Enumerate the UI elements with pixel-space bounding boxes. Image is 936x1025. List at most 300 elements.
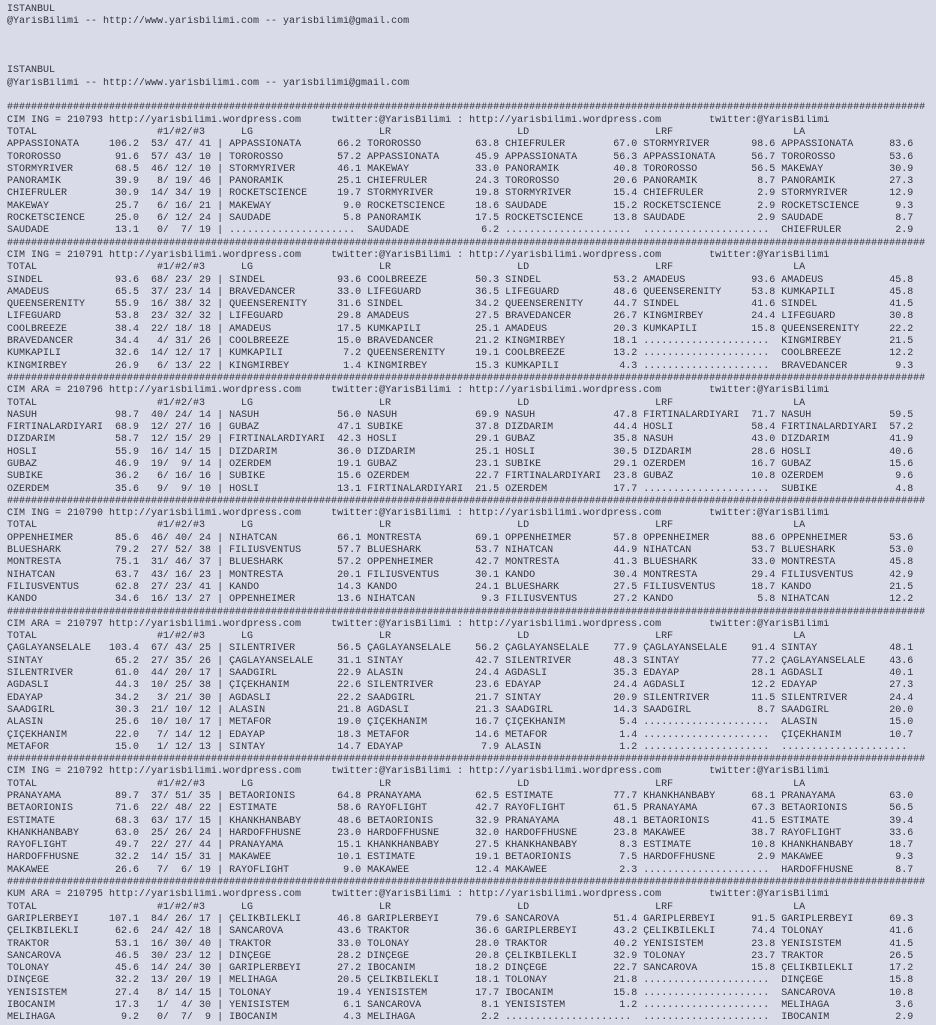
horse-name: YENISISTEM [643,938,746,950]
stat-value: 39.4 [883,815,920,827]
horse-name: KINGMIRBEY [505,336,608,348]
column-divider: | [211,151,230,163]
column-divider: | [211,975,230,987]
horse-name: ÇELIKBILEKLI [643,926,746,938]
column-divider: | [211,680,230,692]
stat-value: 47.1 [331,422,368,434]
horse-name: MONTRESTA [643,569,746,581]
stat-value: 4.3 [607,360,644,372]
total-value: 93.6 [109,274,140,286]
stat-value: 57.2 [883,422,920,434]
stat-value: 13.1 [331,483,368,495]
horse-name: MAKAWEE [643,827,746,839]
horse-name: DIZDARIM [643,446,746,458]
horse-name: SINTAY [505,692,608,704]
total-value: 9.2 [109,1012,140,1024]
table-row [7,410,936,422]
table-row [7,336,936,348]
stat-value: 27.3 [883,176,920,188]
stat-value: 19.1 [469,852,506,864]
horse-name: MAKAWEE [7,864,110,876]
horse-name: SAUDADE [367,225,470,237]
table-row [7,988,936,1000]
stat-value: 19.1 [331,458,368,470]
table-row [7,447,936,459]
race-section [7,877,936,1025]
horse-name: QUEENSERENITY [643,286,746,298]
stat-value: 28.2 [331,950,368,962]
no-data-dots: ..................... [643,864,782,876]
total-value: 27.4 [109,987,140,999]
table-row [7,840,936,852]
horse-name: SINTAY [367,655,470,667]
column-divider: | [211,286,230,298]
twitter-handle: twitter:@YarisBilimi [709,889,830,901]
stat-value: 24.4 [469,668,506,680]
horse-name: TRAKTÖR [505,938,608,950]
stat-value: 8.7 [883,864,920,876]
column-header-line: TOTAL #1/#2/#3 LG LR LD LRF LA [7,262,806,274]
horse-name: METAFOR [367,729,470,741]
stat-value: 14.3 [607,704,644,716]
stat-value: 33.0 [331,286,368,298]
wordpress-url: http://yarisbilimi.wordpress.com [469,508,662,520]
stat-value: 12.2 [745,680,782,692]
horse-name: APPASSIONATA [643,151,746,163]
stat-value: 20.5 [331,975,368,987]
stat-value: 27.2 [331,963,368,975]
twitter-handle: twitter:@YarisBilimi [709,766,830,778]
stat-value: 2.2 [469,1012,506,1024]
stat-value: 18.6 [469,200,506,212]
total-value: 46.5 [109,950,140,962]
section-header-line [7,619,936,631]
horse-name: YENISISTEM [229,1000,332,1012]
column-divider: | [211,348,230,360]
horse-name: MAKEWAY [229,200,332,212]
stat-value: 67.3 [745,803,782,815]
place-counts: 25/ 26/ 24 [139,827,212,839]
table-row [7,668,936,680]
stat-value: 20.9 [607,692,644,704]
total-value: 61.0 [109,668,140,680]
column-divider: | [211,1012,230,1024]
stat-value: 44.4 [607,422,644,434]
twitter-handle: twitter:@YarisBilimi [331,618,452,630]
stat-value: 28.6 [745,446,782,458]
stat-value: 30.4 [607,569,644,581]
horse-name: QUEENSERENITY [7,299,110,311]
column-divider: | [211,409,230,421]
horse-name: ÇAGLAYANSELALE [229,655,332,667]
horse-name: NASUH [229,409,332,421]
stat-value: 59.5 [883,409,920,421]
horse-name: GARIPLERBEYI [781,913,884,925]
stat-value: 24.3 [469,176,506,188]
stat-value: 15.8 [745,323,782,335]
stat-value: 42.9 [883,569,920,581]
horse-name: TOROROSSO [367,139,470,151]
stat-value: 20.1 [331,569,368,581]
horse-name: PANORAMIK [505,163,608,175]
column-divider: | [211,643,230,655]
horse-name: TOROROSSO [229,151,332,163]
horse-name: METAFOR [505,729,608,741]
table-row [7,975,936,987]
horse-name: SAADGIRL [7,704,110,716]
stat-value: 43.2 [607,926,644,938]
column-divider: | [211,274,230,286]
horse-name: MAKAWEE [505,864,608,876]
gap [301,508,331,519]
stat-value: 56.3 [607,151,644,163]
horse-name: SILENTRIVER [229,643,332,655]
place-counts: 13/ 20/ 19 [139,975,212,987]
stat-value: 42.7 [469,803,506,815]
horse-name: ÇIÇEKHANIM [229,680,332,692]
horse-name: HARDOFFHÜSNE [505,827,608,839]
horse-name: OPPENHEIMER [367,557,470,569]
column-divider: | [211,163,230,175]
total-value: 36.2 [109,471,140,483]
table-row [7,434,936,446]
stat-value: 41.5 [883,938,920,950]
horse-name: KANDO [781,581,884,593]
horse-name: ESTIMATE [367,852,470,864]
stat-value: 61.5 [607,803,644,815]
horse-name: SUBIKE [229,471,332,483]
horse-name: BETAORIONIS [781,803,884,815]
horse-name: BETAORIONIS [7,803,110,815]
stat-value: 26.5 [883,950,920,962]
place-counts: 1/ 4/ 30 [139,1000,212,1012]
letterhead [7,65,936,90]
horse-name: GUBAZ [505,434,608,446]
column-divider: | [211,188,230,200]
stat-value: 21.5 [883,336,920,348]
total-value: 34.2 [109,692,140,704]
stat-value: 51.4 [607,913,644,925]
twitter-handle: twitter:@YarisBilimi [331,766,452,778]
wordpress-url: http://yarisbilimi.wordpress.com [109,618,302,630]
total-value: 13.1 [109,225,140,237]
total-value: 34.4 [109,336,140,348]
wordpress-url: http://yarisbilimi.wordpress.com [469,618,662,630]
horse-name: TOROROSSO [7,151,110,163]
stat-value: 36.6 [469,926,506,938]
total-value: 45.6 [109,963,140,975]
horse-name: ÖZERDEM [505,483,608,495]
stat-value: 56.5 [745,163,782,175]
stat-value: 2.9 [745,200,782,212]
place-counts: 9/ 9/ 10 [139,483,212,495]
stat-value: 21.8 [331,704,368,716]
letterhead-contact: @YarisBilimi -- http://www.yarisbilimi.com -- yarisbilimi@gmail.com [7,16,410,28]
blank-line [7,53,936,65]
horse-name: ÇAGLAYANSELALE [781,655,884,667]
stat-value: 40.1 [883,668,920,680]
horse-name: SILENTRIVER [7,668,110,680]
race-section [7,102,936,237]
horse-name: NIHATCAN [781,594,884,606]
horse-name: KHANKHANBABY [781,840,884,852]
letterhead-city: ISTANBUL [7,65,56,77]
stat-value: 20.8 [469,950,506,962]
horse-name: GARIPLERBEYI [643,913,746,925]
horse-name: COOLBREEZE [229,336,332,348]
gap [301,766,331,777]
race-section [7,607,936,755]
no-data-dots: ..................... [781,741,920,753]
stat-value: 21.7 [469,692,506,704]
no-data-dots: ..................... [643,975,782,987]
horse-name: SAUDADE [229,213,332,225]
stat-value: 57.8 [607,532,644,544]
horse-name: AGDASLI [505,668,608,680]
stat-value: 88.6 [745,532,782,544]
letterhead [7,4,936,29]
place-counts: 31/ 46/ 37 [139,557,212,569]
gap [661,889,709,900]
horse-name: PANORAMIK [781,176,884,188]
stat-value: 16.7 [469,717,506,729]
horse-name: DIZDARIM [229,446,332,458]
horse-name: RAYOFLIGHT [367,803,470,815]
stat-value: 19.0 [331,717,368,729]
no-data-dots: ..................... [643,225,782,237]
place-counts: 40/ 24/ 14 [139,409,212,421]
horse-name: SUBIKE [7,471,110,483]
horse-name: SUBIKE [367,422,470,434]
stat-value: 43.6 [883,655,920,667]
horse-name: ÇAGLAYANSELALE [367,643,470,655]
horse-name: KANDO [643,594,746,606]
horse-name: GARIPLERBEYI [229,963,332,975]
gap [661,250,709,261]
race-code: CIM ING = 210792 [7,766,104,778]
total-value: 32.2 [109,975,140,987]
stat-value: 31.1 [331,655,368,667]
stat-value: 53.2 [607,274,644,286]
place-counts: 0/ 7/ 19 [139,225,212,237]
horse-name: FIRTINALARDIYARI [229,434,332,446]
horse-name: IBOCANIM [229,1012,332,1024]
table-row [7,914,936,926]
total-value: 106.2 [109,139,140,151]
stat-value: 13.6 [331,594,368,606]
stat-value: 41.5 [883,299,920,311]
stat-value: 23.1 [469,458,506,470]
horse-name: GUBAZ [781,458,884,470]
table-row [7,656,936,668]
horse-name: LIFEGUARD [367,286,470,298]
stat-value: 9.3 [883,200,920,212]
horse-name: ROCKETSCIENCE [7,213,110,225]
stat-value: 10.1 [331,852,368,864]
place-counts: 27/ 35/ 26 [139,655,212,667]
twitter-handle: twitter:@YarisBilimi [331,385,452,397]
horse-name: AGDASLI [781,668,884,680]
horse-name: TOLONAY [7,963,110,975]
table-row [7,299,936,311]
horse-name: TOROROSSO [643,163,746,175]
horse-name: QUEENSERENITY [505,299,608,311]
place-counts: 22/ 48/ 22 [139,803,212,815]
section-header-line [7,766,936,778]
horse-name: SANCAROVA [643,963,746,975]
horse-name: COOLBREEZE [781,348,884,360]
race-section [7,238,936,373]
race-code: CIM ING = 210791 [7,249,104,261]
stat-value: 17.7 [607,483,644,495]
stat-value: 35.8 [607,434,644,446]
stat-value: 44.9 [607,545,644,557]
horse-name: TRAKTÖR [7,938,110,950]
stat-value: 13.8 [607,213,644,225]
stat-value: 9.6 [883,471,920,483]
twitter-handle: twitter:@YarisBilimi [709,249,830,261]
place-counts: 10/ 10/ 17 [139,717,212,729]
stat-value: 98.6 [745,139,782,151]
table-row [7,828,936,840]
horse-name: KANDO [7,594,110,606]
horse-name: TOLONAY [367,938,470,950]
horse-name: MONTRESTA [505,557,608,569]
place-counts: 14/ 12/ 17 [139,348,212,360]
horse-name: KHANKHANBABY [229,815,332,827]
separator-line: ######################################################################################################################################################### [7,237,926,249]
stat-value: 2.3 [607,864,644,876]
table-row [7,533,936,545]
stat-value: 8.1 [469,1000,506,1012]
column-divider: | [211,791,230,802]
stat-value: 8.3 [607,840,644,852]
stat-value: 53.6 [883,151,920,163]
horse-name: APPASSIONATA [781,139,884,151]
stat-value: 41.5 [745,815,782,827]
horse-name: ÖZERDEM [781,471,884,483]
stat-value: 18.7 [745,581,782,593]
horse-name: MELIHAGA [781,1000,884,1012]
horse-name: MONTRESTA [781,557,884,569]
horse-name: RAYOFLIGHT [781,827,884,839]
horse-name: SINTAY [643,655,746,667]
horse-name: YENISISTEM [505,1000,608,1012]
horse-name: AMADEUS [505,323,608,335]
column-divider: | [211,483,230,495]
stat-value: 21.2 [469,336,506,348]
horse-name: STORMYRIVER [781,188,884,200]
stat-value: 4.8 [883,483,920,495]
column-header-line: TOTAL #1/#2/#3 LG LR LD LRF LA [7,778,806,790]
horse-name: FIRTINALARDIYARI [7,422,110,434]
horse-name: IBOCANIM [781,1012,884,1024]
horse-name: SANCAROVA [7,950,110,962]
horse-name: FILIUSVENTUS [367,569,470,581]
stat-value: 19.7 [331,188,368,200]
stat-value: 30.1 [469,569,506,581]
horse-name: MELIHAGA [7,1012,110,1024]
stat-value: 1.4 [331,360,368,372]
horse-name: DINÇEGE [367,950,470,962]
horse-name: TOLONAY [229,987,332,999]
place-counts: 12/ 15/ 29 [139,434,212,446]
stat-value: 18.7 [883,840,920,852]
blank-line [7,29,936,41]
table-row [7,225,936,237]
table-row [7,471,936,483]
horse-name: EDAYAP [367,741,470,753]
separator-line: ######################################################################################################################################################### [7,877,926,889]
stat-value: 12.2 [883,594,920,606]
column-divider: | [211,852,230,864]
wordpress-url: http://yarisbilimi.wordpress.com [469,114,662,126]
horse-name: AGDASLI [7,680,110,692]
stat-value: 23.8 [607,827,644,839]
horse-name: SUBIKE [505,458,608,470]
total-value: 53.1 [109,938,140,950]
horse-name: SINDEL [643,299,746,311]
place-counts: 24/ 42/ 18 [139,926,212,938]
wordpress-url: http://yarisbilimi.wordpress.com [469,249,662,261]
stat-value: 93.6 [745,274,782,286]
stat-value: 21.8 [607,975,644,987]
horse-name: BETAORIONIS [229,791,332,802]
stat-value: 71.7 [745,409,782,421]
total-value: 62.6 [109,926,140,938]
stat-value: 7.5 [607,852,644,864]
horse-name: CHIEFRULER [367,176,470,188]
column-divider: | [211,323,230,335]
stat-value: 69.1 [469,532,506,544]
stat-value: 41.3 [607,557,644,569]
stat-value: 45.8 [883,557,920,569]
horse-name: YENISISTEM [781,938,884,950]
total-value: 63.7 [109,569,140,581]
stat-value: 56.5 [883,803,920,815]
twitter-handle: twitter:@YarisBilimi [709,385,830,397]
stat-value: 68.1 [745,791,782,802]
horse-name: SINDEL [7,274,110,286]
horse-name: MELIHAGA [367,1012,470,1024]
stat-value: 67.0 [607,139,644,151]
table-row [7,139,936,151]
no-data-dots: ..................... [643,336,782,348]
stat-value: 22.7 [469,471,506,483]
horse-name: HARDOFFHÜSNE [367,827,470,839]
stat-value: 20.3 [607,323,644,335]
horse-name: EDAYAP [505,680,608,692]
stat-value: 41.6 [745,299,782,311]
stat-value: 10.8 [745,840,782,852]
table-row [7,459,936,471]
stat-value: 9.0 [331,200,368,212]
horse-name: ÖZERDEM [7,483,110,495]
wordpress-url: http://yarisbilimi.wordpress.com [109,114,302,126]
table-row [7,643,936,655]
stat-value: 1.2 [607,1000,644,1012]
gap [301,889,331,900]
horse-name: MONTRESTA [367,532,470,544]
horse-name: ÇAGLAYANSELALE [505,643,608,655]
horse-name: ALASIN [505,741,608,753]
total-value: 79.2 [109,545,140,557]
horse-name: TOROROSSO [781,151,884,163]
table-row [7,188,936,200]
total-value: 26.9 [109,360,140,372]
horse-name: HARDOFFHÜSNE [229,827,332,839]
place-counts: 16/ 38/ 32 [139,299,212,311]
